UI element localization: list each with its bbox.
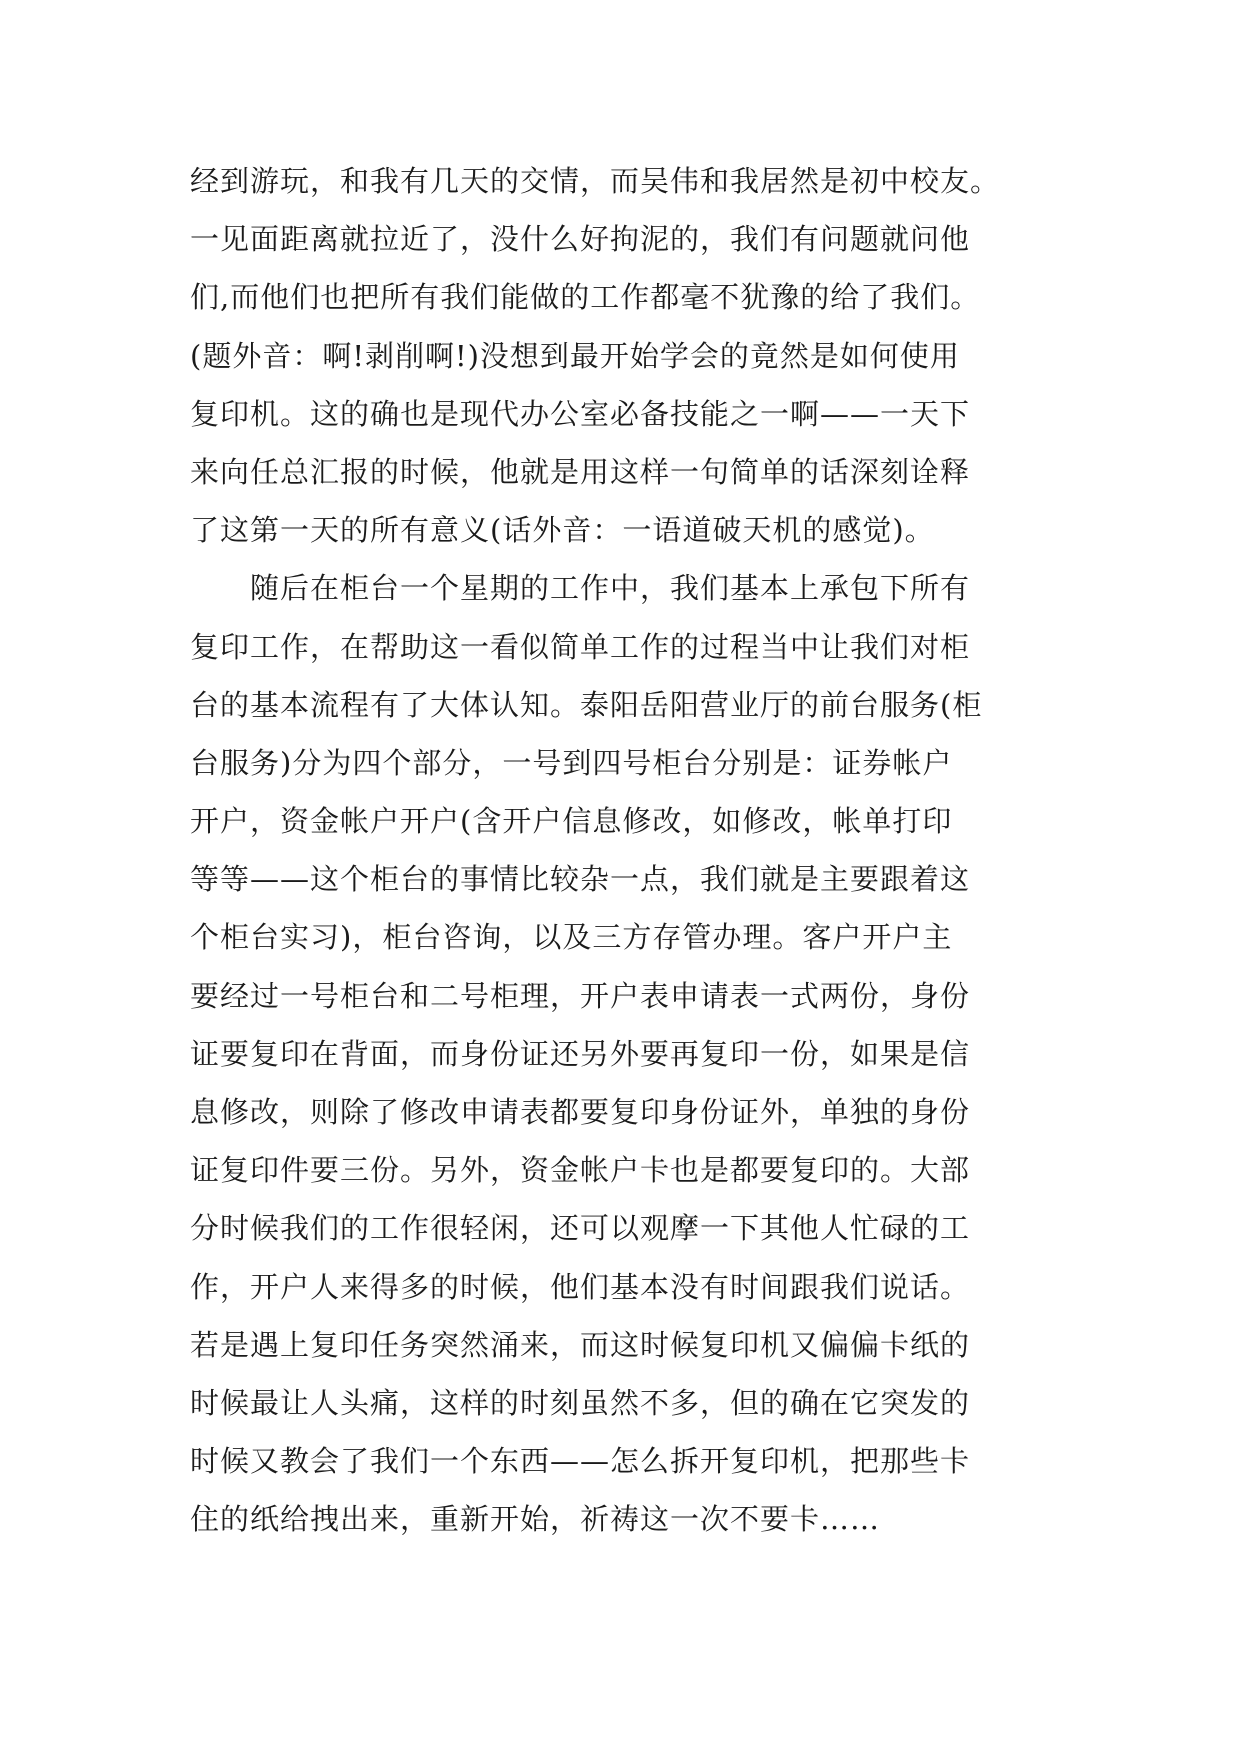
text-line-18: 证复印件要三份。另外，资金帐户卡也是都要复印的。大部 (190, 1153, 971, 1188)
body-text (190, 152, 1070, 1549)
text-line-8: 随后在柜台一个星期的工作中，我们基本上承包下所有 (190, 571, 971, 606)
text-line-22: 时候最让人头痛，这样的时刻虽然不多，但的确在它突发的 (190, 1385, 971, 1420)
text-line-2: 一见面距离就拉近了，没什么好拘泥的，我们有问题就问他 (190, 222, 971, 257)
text-line-19: 分时候我们的工作很轻闲，还可以观摩一下其他人忙碌的工 (190, 1211, 971, 1246)
text-line-12: 开户，资金帐户开户(含开户信息修改，如修改，帐单打印 (190, 804, 953, 839)
text-line-17: 息修改，则除了修改申请表都要复印身份证外，单独的身份 (190, 1095, 971, 1129)
text-line-20: 作，开户人来得多的时候，他们基本没有时间跟我们说话。 (190, 1269, 971, 1304)
text-line-14: 个柜台实习)，柜台咨询，以及三方存管办理。客户开户主 (190, 920, 953, 955)
text-line-11: 台服务)分为四个部分，一号到四号柜台分别是：证券帐户 (190, 745, 953, 780)
text-line-24: 住的纸给拽出来，重新开始，祈祷这一次不要卡…… (190, 1502, 881, 1537)
text-line-1: 经到游玩，和我有几天的交情，而吴伟和我居然是初中校友。 (190, 164, 1001, 198)
text-line-15: 要经过一号柜台和二号柜理，开户表申请表一式两份，身份 (190, 978, 971, 1013)
text-line-4: (题外音：啊!剥削啊!)没想到最开始学会的竟然是如何使用 (190, 338, 960, 373)
text-line-21: 若是遇上复印任务突然涌来，而这时候复印机又偏偏卡纸的 (190, 1327, 971, 1362)
text-line-6: 来向任总汇报的时候，他就是用这样一句简单的话深刻诠释 (190, 454, 971, 489)
text-line-5: 复印机。这的确也是现代办公室必备技能之一啊——一天下 (190, 396, 971, 431)
text-line-7: 了这第一天的所有意义(话外音：一语道破天机的感觉)。 (190, 513, 935, 548)
text-line-23: 时候又教会了我们一个东西——怎么拆开复印机，把那些卡 (190, 1444, 971, 1479)
text-line-16: 证要复印在背面，而身份证还另外要再复印一份，如果是信 (190, 1036, 971, 1071)
text-line-13: 等等——这个柜台的事情比较杂一点，我们就是主要跟着这 (190, 862, 971, 897)
text-line-10: 台的基本流程有了大体认知。泰阳岳阳营业厅的前台服务(柜 (190, 687, 983, 722)
text-line-3: 们,而他们也把所有我们能做的工作都毫不犹豫的给了我们。 (190, 280, 981, 315)
text-line-9: 复印工作，在帮助这一看似简单工作的过程当中让我们对柜 (190, 629, 971, 664)
